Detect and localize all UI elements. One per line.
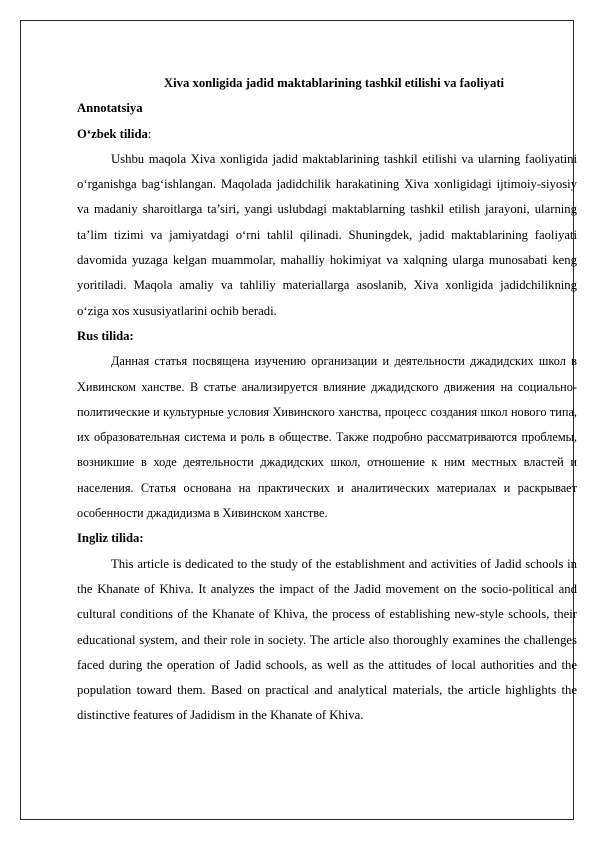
uzbek-heading-colon: : (147, 126, 152, 141)
annotation-heading: Annotatsiya (77, 101, 143, 116)
russian-heading: Rus tilida: (77, 328, 134, 343)
uzbek-heading (77, 122, 577, 147)
russian-abstract: Данная статья посвящена изучению организации и деятельности джадидских школ в Хивинском ханстве. В статье анализируется влияние джадидского движения на социально-политические и культурные условия Хивинского ханства, процесс создания школ нового типа, их образовательная система и роль в обществе. Также подробно рассматриваются проблемы, возникшие в ходе деятельности джадидских школ, отношение к ним местных властей и населения. Статья основана на практических и аналитических материалах и раскрывает особенности джадидизма в Хивинском ханстве. (77, 354, 577, 521)
english-abstract: This article is dedicated to the study of the establishment and activities of Jadid schools in the Khanate of Khiva. It analyzes the impact of the Jadid movement on the socio-political and cultural conditions of the Khanate of Khiva, the process of establishing new-style schools, their educational system, and their role in society. The article also thoroughly examines the challenges faced during the operation of Jadid schools, as well as the attitudes of local authorities and the population toward them. Based on practical and analytical materials, the article highlights the distinctive features of Jadidism in the Khanate of Khiva. (77, 556, 577, 723)
english-heading: Ingliz tilida: (77, 531, 144, 546)
document-body (77, 71, 577, 729)
page-frame (20, 20, 577, 820)
uzbek-heading-label: O‘zbek tilida (77, 126, 148, 141)
document-title: Xiva xonligida jadid maktablarining tashkil etilishi va faoliyati (163, 76, 505, 90)
uzbek-abstract: Ushbu maqola Xiva xonligida jadid maktablarining tashkil etilishi va ularning faoliyatini o‘rganishga bag‘ishlangan. Maqolada jadidchilik harakatining Xiva xonligidagi ijtimoiy-siyosiy va madaniy sharoitlarga ta’siri, yangi uslubdagi maktablarning tashkil etilish jarayoni, ularning ta’lim tizimi va jamiyatdagi o‘rni tahlil qilinadi. Shuningdek, jadid maktablarining faoliyati davomida yuzaga kelgan muammolar, mahalliy hokimiyat va xalqning ularga munosabati keng yoritiladi. Maqola amaliy va tahliliy materiallarga asoslanib, Xiva xonligida jadidchilikning o‘ziga xos xususiyatlarini ochib beradi. (77, 151, 577, 318)
